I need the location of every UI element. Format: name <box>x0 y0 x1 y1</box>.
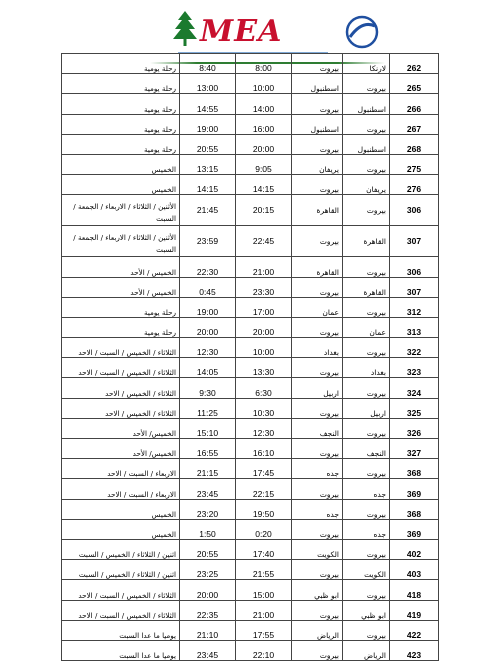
destination-cell: بيروت <box>292 519 343 539</box>
departure-time-cell: 17:40 <box>236 539 292 559</box>
days-cell: الثلاثاء / الخميس / السبت / الاحد <box>62 580 180 600</box>
departure-time-cell: 17:55 <box>236 620 292 640</box>
flight-number-cell: 306 <box>390 195 439 226</box>
departure-time-cell: 20:00 <box>236 317 292 337</box>
table-row <box>62 519 439 539</box>
flight-number-cell: 306 <box>390 257 439 277</box>
flight-number-cell: 418 <box>390 580 439 600</box>
departure-time-cell: 20:15 <box>236 195 292 226</box>
departure-time-cell: 16:00 <box>236 114 292 134</box>
mea-logo-text: MEA <box>200 14 283 49</box>
destination-cell: القاهرة <box>292 195 343 226</box>
departure-time-cell: 16:10 <box>236 439 292 459</box>
table-row <box>62 560 439 580</box>
days-cell: رحلة يومية <box>62 317 180 337</box>
destination-cell: بيروت <box>292 54 343 74</box>
arrival-time-cell: 12:30 <box>180 338 236 358</box>
table-row <box>62 539 439 559</box>
flight-number-cell: 403 <box>390 560 439 580</box>
origin-cell: بغداد <box>343 358 390 378</box>
destination-cell: بيروت <box>292 277 343 297</box>
arrival-time-cell: 11:25 <box>180 398 236 418</box>
origin-cell: بيروت <box>343 297 390 317</box>
destination-cell: بيروت <box>292 600 343 620</box>
days-cell: رحلة يومية <box>62 297 180 317</box>
days-cell: الأثنين / الثلاثاء / الاربعاء / الجمعة / السبت <box>62 226 180 257</box>
flight-number-cell: 262 <box>390 54 439 74</box>
flight-rows <box>62 54 439 661</box>
destination-cell: النجف <box>292 418 343 438</box>
table-row <box>62 94 439 114</box>
flight-number-cell: 402 <box>390 539 439 559</box>
destination-cell: الرياض <box>292 620 343 640</box>
flight-number-cell: 369 <box>390 479 439 499</box>
origin-cell: القاهرة <box>343 277 390 297</box>
table-row <box>62 439 439 459</box>
departure-time-cell: 21:00 <box>236 600 292 620</box>
destination-cell: بيروت <box>292 317 343 337</box>
destination-cell: اربيل <box>292 378 343 398</box>
departure-time-cell: 22:10 <box>236 640 292 660</box>
arrival-time-cell: 23:59 <box>180 226 236 257</box>
departure-time-cell: 14:15 <box>236 175 292 195</box>
arrival-time-cell: 8:40 <box>180 54 236 74</box>
flight-number-cell: 325 <box>390 398 439 418</box>
days-cell: الثلاثاء / الخميس / الاحد <box>62 378 180 398</box>
departure-time-cell: 17:00 <box>236 297 292 317</box>
table-row <box>62 378 439 398</box>
destination-cell: جده <box>292 499 343 519</box>
origin-cell: بيروت <box>343 580 390 600</box>
table-row <box>62 297 439 317</box>
origin-cell: اسطنبول <box>343 94 390 114</box>
departure-time-cell: 22:45 <box>236 226 292 257</box>
origin-cell: عمان <box>343 317 390 337</box>
origin-cell: جده <box>343 519 390 539</box>
origin-cell: بيروت <box>343 257 390 277</box>
origin-cell: النجف <box>343 439 390 459</box>
days-cell: الخميس / الأحد <box>62 257 180 277</box>
destination-cell: بيروت <box>292 560 343 580</box>
days-cell: الثلاثاء / الخميس / السبت / الاحد <box>62 338 180 358</box>
flight-number-cell: 313 <box>390 317 439 337</box>
days-cell: رحلة يومية <box>62 134 180 154</box>
days-cell: الثلاثاء / الخميس / السبت / الاحد <box>62 600 180 620</box>
origin-cell: ابو ظبي <box>343 600 390 620</box>
table-row <box>62 600 439 620</box>
table-row <box>62 277 439 297</box>
destination-cell: جده <box>292 459 343 479</box>
flight-number-cell: 422 <box>390 620 439 640</box>
arrival-time-cell: 19:00 <box>180 297 236 317</box>
days-cell: اثنين / الثلاثاء / الخميس / السبت <box>62 560 180 580</box>
destination-cell: بيروت <box>292 226 343 257</box>
origin-cell: لارنكا <box>343 54 390 74</box>
destination-cell: بيروت <box>292 94 343 114</box>
flight-schedule-table <box>61 53 439 661</box>
departure-time-cell: 9:05 <box>236 154 292 174</box>
arrival-time-cell: 15:10 <box>180 418 236 438</box>
days-cell: الثلاثاء / الخميس / الاحد <box>62 398 180 418</box>
table-row <box>62 134 439 154</box>
departure-time-cell: 8:00 <box>236 54 292 74</box>
arrival-time-cell: 21:15 <box>180 459 236 479</box>
days-cell: يوميا ما عدا السبت <box>62 640 180 660</box>
table-row <box>62 338 439 358</box>
arrival-time-cell: 16:55 <box>180 439 236 459</box>
departure-time-cell: 13:30 <box>236 358 292 378</box>
flight-number-cell: 369 <box>390 519 439 539</box>
destination-cell: بيروت <box>292 175 343 195</box>
arrival-time-cell: 14:05 <box>180 358 236 378</box>
destination-cell: عمان <box>292 297 343 317</box>
arrival-time-cell: 21:45 <box>180 195 236 226</box>
flight-number-cell: 268 <box>390 134 439 154</box>
departure-time-cell: 21:55 <box>236 560 292 580</box>
days-cell: الخميس <box>62 519 180 539</box>
table-row <box>62 499 439 519</box>
destination-cell: ابو ظبي <box>292 580 343 600</box>
table-row <box>62 154 439 174</box>
days-cell: يوميا ما عدا السبت <box>62 620 180 640</box>
flight-number-cell: 368 <box>390 459 439 479</box>
flight-number-cell: 307 <box>390 226 439 257</box>
arrival-time-cell: 20:55 <box>180 539 236 559</box>
flight-number-cell: 265 <box>390 74 439 94</box>
days-cell: اثنين / الثلاثاء / الخميس / السبت <box>62 539 180 559</box>
arrival-time-cell: 20:00 <box>180 317 236 337</box>
origin-cell: الكويت <box>343 560 390 580</box>
origin-cell: بيروت <box>343 459 390 479</box>
days-cell: الخميس <box>62 154 180 174</box>
flight-number-cell: 419 <box>390 600 439 620</box>
departure-time-cell: 12:30 <box>236 418 292 438</box>
flight-number-cell: 326 <box>390 418 439 438</box>
arrival-time-cell: 21:10 <box>180 620 236 640</box>
table-row <box>62 580 439 600</box>
days-cell: الاربعاء / السبت / الاحد <box>62 459 180 479</box>
table-row <box>62 114 439 134</box>
origin-cell: جده <box>343 479 390 499</box>
table-row <box>62 640 439 660</box>
table-row <box>62 74 439 94</box>
days-cell: رحلة يومية <box>62 94 180 114</box>
departure-time-cell: 22:15 <box>236 479 292 499</box>
arrival-time-cell: 23:45 <box>180 479 236 499</box>
destination-cell: بيروت <box>292 479 343 499</box>
days-cell: الاربعاء / السبت / الاحد <box>62 479 180 499</box>
departure-time-cell: 23:30 <box>236 277 292 297</box>
arrival-time-cell: 22:30 <box>180 257 236 277</box>
origin-cell: بيروت <box>343 499 390 519</box>
table-row <box>62 479 439 499</box>
origin-cell: القاهرة <box>343 226 390 257</box>
origin-cell: بيروت <box>343 154 390 174</box>
flight-number-cell: 423 <box>390 640 439 660</box>
origin-cell: اسطنبول <box>343 134 390 154</box>
destination-cell: بيروت <box>292 358 343 378</box>
cedar-tree-icon <box>172 10 198 50</box>
origin-cell: بيروت <box>343 418 390 438</box>
origin-cell: الرياض <box>343 640 390 660</box>
days-cell: رحلة يومية <box>62 54 180 74</box>
days-cell: الخميس/ الأحد <box>62 418 180 438</box>
table-row <box>62 459 439 479</box>
departure-time-cell: 19:50 <box>236 499 292 519</box>
destination-cell: بيروت <box>292 398 343 418</box>
table-row <box>62 257 439 277</box>
departure-time-cell: 6:30 <box>236 378 292 398</box>
destination-cell: الكويت <box>292 539 343 559</box>
arrival-time-cell: 23:25 <box>180 560 236 580</box>
flight-number-cell: 368 <box>390 499 439 519</box>
destination-cell: اسطنبول <box>292 114 343 134</box>
table-row <box>62 398 439 418</box>
destination-cell: بغداد <box>292 338 343 358</box>
table-row <box>62 195 439 226</box>
days-cell: رحلة يومية <box>62 74 180 94</box>
days-cell: الأثنين / الثلاثاء / الاربعاء / الجمعة / السبت <box>62 195 180 226</box>
arrival-time-cell: 0:45 <box>180 277 236 297</box>
table-row <box>62 226 439 257</box>
arrival-time-cell: 14:55 <box>180 94 236 114</box>
flight-number-cell: 266 <box>390 94 439 114</box>
departure-time-cell: 10:00 <box>236 74 292 94</box>
arrival-time-cell: 14:15 <box>180 175 236 195</box>
arrival-time-cell: 20:55 <box>180 134 236 154</box>
arrival-time-cell: 13:00 <box>180 74 236 94</box>
table-row <box>62 358 439 378</box>
table-row <box>62 620 439 640</box>
departure-time-cell: 10:00 <box>236 338 292 358</box>
origin-cell: بيروت <box>343 378 390 398</box>
departure-time-cell: 20:00 <box>236 134 292 154</box>
skyteam-icon <box>342 12 382 52</box>
days-cell: الخميس/ الأحد <box>62 439 180 459</box>
origin-cell: بيروت <box>343 114 390 134</box>
arrival-time-cell: 20:00 <box>180 580 236 600</box>
flight-number-cell: 322 <box>390 338 439 358</box>
destination-cell: يريفان <box>292 154 343 174</box>
flight-number-cell: 275 <box>390 154 439 174</box>
departure-time-cell: 17:45 <box>236 459 292 479</box>
days-cell: الخميس <box>62 499 180 519</box>
days-cell: رحلة يومية <box>62 114 180 134</box>
origin-cell: بيروت <box>343 74 390 94</box>
origin-cell: اربيل <box>343 398 390 418</box>
origin-cell: يريفان <box>343 175 390 195</box>
departure-time-cell: 15:00 <box>236 580 292 600</box>
departure-time-cell: 14:00 <box>236 94 292 114</box>
flight-number-cell: 327 <box>390 439 439 459</box>
arrival-time-cell: 22:35 <box>180 600 236 620</box>
arrival-time-cell: 9:30 <box>180 378 236 398</box>
destination-cell: بيروت <box>292 439 343 459</box>
arrival-time-cell: 23:45 <box>180 640 236 660</box>
departure-time-cell: 0:20 <box>236 519 292 539</box>
flight-number-cell: 312 <box>390 297 439 317</box>
origin-cell: بيروت <box>343 620 390 640</box>
days-cell: الخميس / الأحد <box>62 277 180 297</box>
origin-cell: بيروت <box>343 338 390 358</box>
origin-cell: بيروت <box>343 539 390 559</box>
table-row <box>62 418 439 438</box>
destination-cell: بيروت <box>292 640 343 660</box>
table-row <box>62 54 439 74</box>
flight-number-cell: 323 <box>390 358 439 378</box>
flight-number-cell: 307 <box>390 277 439 297</box>
arrival-time-cell: 19:00 <box>180 114 236 134</box>
departure-time-cell: 10:30 <box>236 398 292 418</box>
origin-cell: بيروت <box>343 195 390 226</box>
destination-cell: اسطنبول <box>292 74 343 94</box>
days-cell: الثلاثاء / الخميس / السبت / الاحد <box>62 358 180 378</box>
arrival-time-cell: 1:50 <box>180 519 236 539</box>
flight-number-cell: 267 <box>390 114 439 134</box>
table-row <box>62 175 439 195</box>
table-row <box>62 317 439 337</box>
arrival-time-cell: 23:20 <box>180 499 236 519</box>
flight-number-cell: 324 <box>390 378 439 398</box>
destination-cell: بيروت <box>292 134 343 154</box>
destination-cell: القاهرة <box>292 257 343 277</box>
departure-time-cell: 21:00 <box>236 257 292 277</box>
days-cell: الخميس <box>62 175 180 195</box>
arrival-time-cell: 13:15 <box>180 154 236 174</box>
flight-number-cell: 276 <box>390 175 439 195</box>
